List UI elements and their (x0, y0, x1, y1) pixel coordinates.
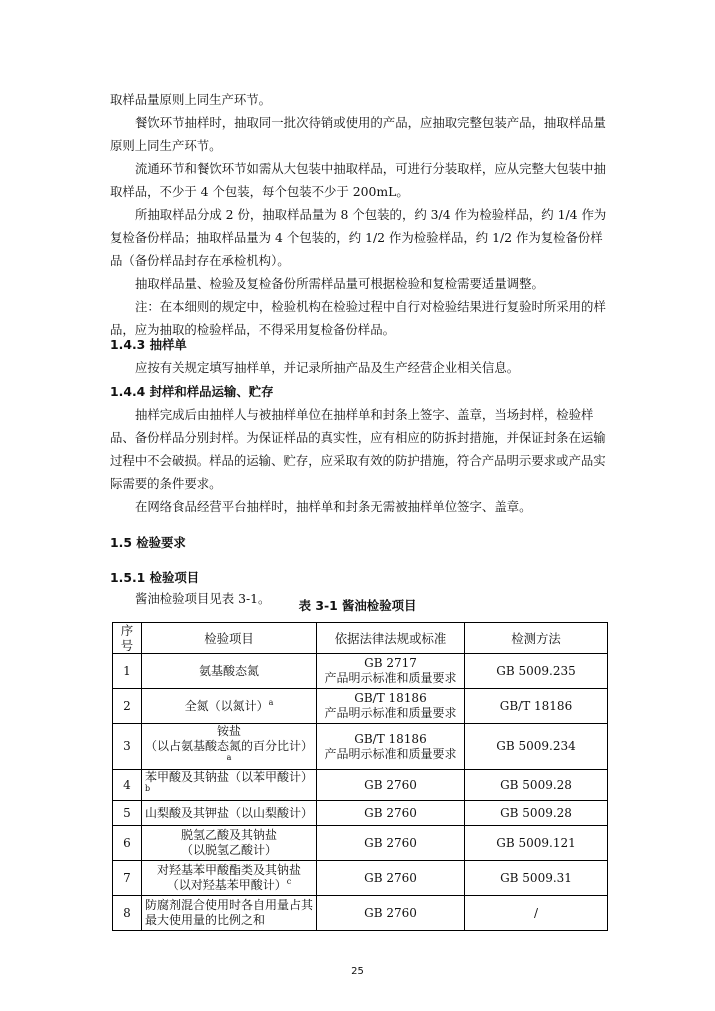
cell-no: 1 (113, 654, 142, 689)
header-no: 序号 (113, 623, 142, 654)
footnote-marker: b (145, 784, 151, 793)
standard-line-1: GB/T 18186 (354, 731, 427, 746)
item-line-1: 苯甲酸及其钠盐（以苯甲酸计） (145, 770, 314, 784)
standard-line-1: GB/T 18186 (354, 691, 427, 705)
cell-method: GB 5009.234 (465, 724, 608, 770)
item-line-2: 最大使用量的比例之和 (145, 913, 266, 927)
standard-line-2: 产品明示标准和质量要求 (324, 746, 457, 761)
item-line-1: 全氮（以氮计） (184, 698, 269, 713)
paragraph-3: 流通环节和餐饮环节如需从大包装中抽取样品，可进行分装取样，应从完整大包装中抽取样品，不少于 4 个包装，每个包装不少于 200mL。 (110, 161, 606, 199)
paragraph-4: 所抽取样品分成 2 份，抽取样品量为 8 个包装的，约 3/4 作为检验样品，约 1/4 作为复检备份样品；抽取样品量为 4 个包装的，约 1/2 作为检验样品，约 1/2 作为复检备份样品（备份样品封存在承检机构）。 (110, 207, 607, 268)
item-line-2: （以脱氢乙酸计） (180, 843, 277, 857)
standard-line-2: 产品明示标准和质量要求 (324, 706, 457, 720)
cell-no: 6 (113, 826, 142, 861)
standard-line-1: GB 2760 (364, 835, 417, 850)
heading-1-5-1: 1.5.1 检验项目 (110, 570, 200, 585)
cell-method: GB 5009.121 (465, 826, 608, 861)
item-line-1: 防腐剂混合使用时各自用量占其 (145, 898, 314, 912)
header-method: 检测方法 (465, 623, 608, 654)
cell-standard (317, 770, 465, 801)
table-header-row (113, 623, 608, 654)
standard-line-1: GB 2760 (364, 805, 417, 820)
item-line-2: （以占氨基酸态氮的百分比计） (144, 739, 313, 753)
cell-item (142, 689, 317, 724)
cell-standard (317, 861, 465, 896)
header-item: 检验项目 (142, 623, 317, 654)
page-number: 25 (351, 966, 364, 977)
paragraph-1-4-3: 应按有关规定填写抽样单，并记录所抽产品及生产经营企业相关信息。 (135, 360, 520, 375)
heading-1-4-4: 1.4.4 封样和样品运输、贮存 (110, 384, 274, 399)
table-row (113, 770, 608, 801)
cell-no: 4 (113, 770, 142, 801)
standard-line-1: GB 2760 (364, 870, 417, 885)
cell-method: GB 5009.28 (465, 770, 608, 801)
item-line-1: 脱氢乙酸及其钠盐 (180, 828, 277, 842)
cell-no: 7 (113, 861, 142, 896)
paragraph-2: 餐饮环节抽样时，抽取同一批次待销或使用的产品，应抽取完整包装产品，抽取样品量原则上同生产环节。 (110, 115, 606, 153)
cell-standard (317, 654, 465, 689)
cell-item (142, 724, 317, 770)
cell-method: GB 5009.31 (465, 861, 608, 896)
cell-standard (317, 689, 465, 724)
item-line-1: 铵盐 (216, 724, 241, 738)
cell-method: / (465, 896, 608, 931)
cell-no: 8 (113, 896, 142, 931)
cell-method: GB 5009.235 (465, 654, 608, 689)
item-line-1: 氨基酸态氮 (198, 663, 259, 678)
standard-line-1: GB 2760 (364, 777, 417, 792)
cell-no: 3 (113, 724, 142, 770)
cell-item (142, 861, 317, 896)
table-row (113, 801, 608, 826)
heading-1-4-3: 1.4.3 抽样单 (110, 337, 187, 352)
item-line-1: 对羟基苯甲酸酯类及其钠盐 (156, 863, 301, 877)
table-row (113, 654, 608, 689)
footnote-marker: a (226, 753, 232, 762)
cell-item (142, 826, 317, 861)
cell-no: 2 (113, 689, 142, 724)
table-row (113, 826, 608, 861)
table-row (113, 861, 608, 896)
paragraph-5: 抽取样品量、检验及复检备份所需样品量可根据检验和复检需要适量调整。 (135, 276, 544, 291)
paragraph-1-4-4-a: 抽样完成后由抽样人与被抽样单位在抽样单和封条上签字、盖章，当场封样，检验样品、备份样品分别封样。为保证样品的真实性，应有相应的防拆封措施，并保证封条在运输过程中不会破损。样品的运输、贮存，应采取有效的防护措施，符合产品明示要求或产品实际需要的条件要求。 (110, 407, 606, 491)
paragraph-1-5-1: 酱油检验项目见表 3-1。 (135, 591, 271, 606)
standard-line-1: GB 2760 (364, 905, 417, 920)
cell-standard (317, 801, 465, 826)
item-line-2: （以对羟基苯甲酸计） (166, 878, 287, 892)
cell-standard (317, 826, 465, 861)
table-caption: 表 3-1 酱油检验项目 (298, 598, 417, 613)
heading-1-5: 1.5 检验要求 (110, 535, 186, 550)
inspection-items-table (112, 622, 608, 931)
cell-standard (317, 724, 465, 770)
table-row (113, 724, 608, 770)
cell-item (142, 770, 317, 801)
paragraph-1: 取样品量原则上同生产环节。 (110, 92, 272, 107)
footnote-marker: c (286, 877, 292, 886)
table-row (113, 689, 608, 724)
cell-no: 5 (113, 801, 142, 826)
cell-item (142, 654, 317, 689)
cell-standard (317, 896, 465, 931)
header-standard: 依据法律法规或标准 (317, 623, 465, 654)
paragraph-1-4-4-b: 在网络食品经营平台抽样时，抽样单和封条无需被抽样单位签字、盖章。 (135, 499, 532, 514)
cell-item (142, 801, 317, 826)
paragraph-note: 注：在本细则的规定中，检验机构在检验过程中自行对检验结果进行复验时所采用的样品，应为抽取的检验样品，不得采用复检备份样品。 (110, 299, 606, 337)
cell-item (142, 896, 317, 931)
table-row (113, 896, 608, 931)
standard-line-1: GB 2717 (364, 656, 417, 670)
cell-method: GB 5009.28 (465, 801, 608, 826)
footnote-marker: a (268, 697, 274, 707)
standard-line-2: 产品明示标准和质量要求 (324, 671, 457, 685)
cell-method: GB/T 18186 (465, 689, 608, 724)
item-line-1: 山梨酸及其钾盐（以山梨酸计） (145, 805, 314, 820)
